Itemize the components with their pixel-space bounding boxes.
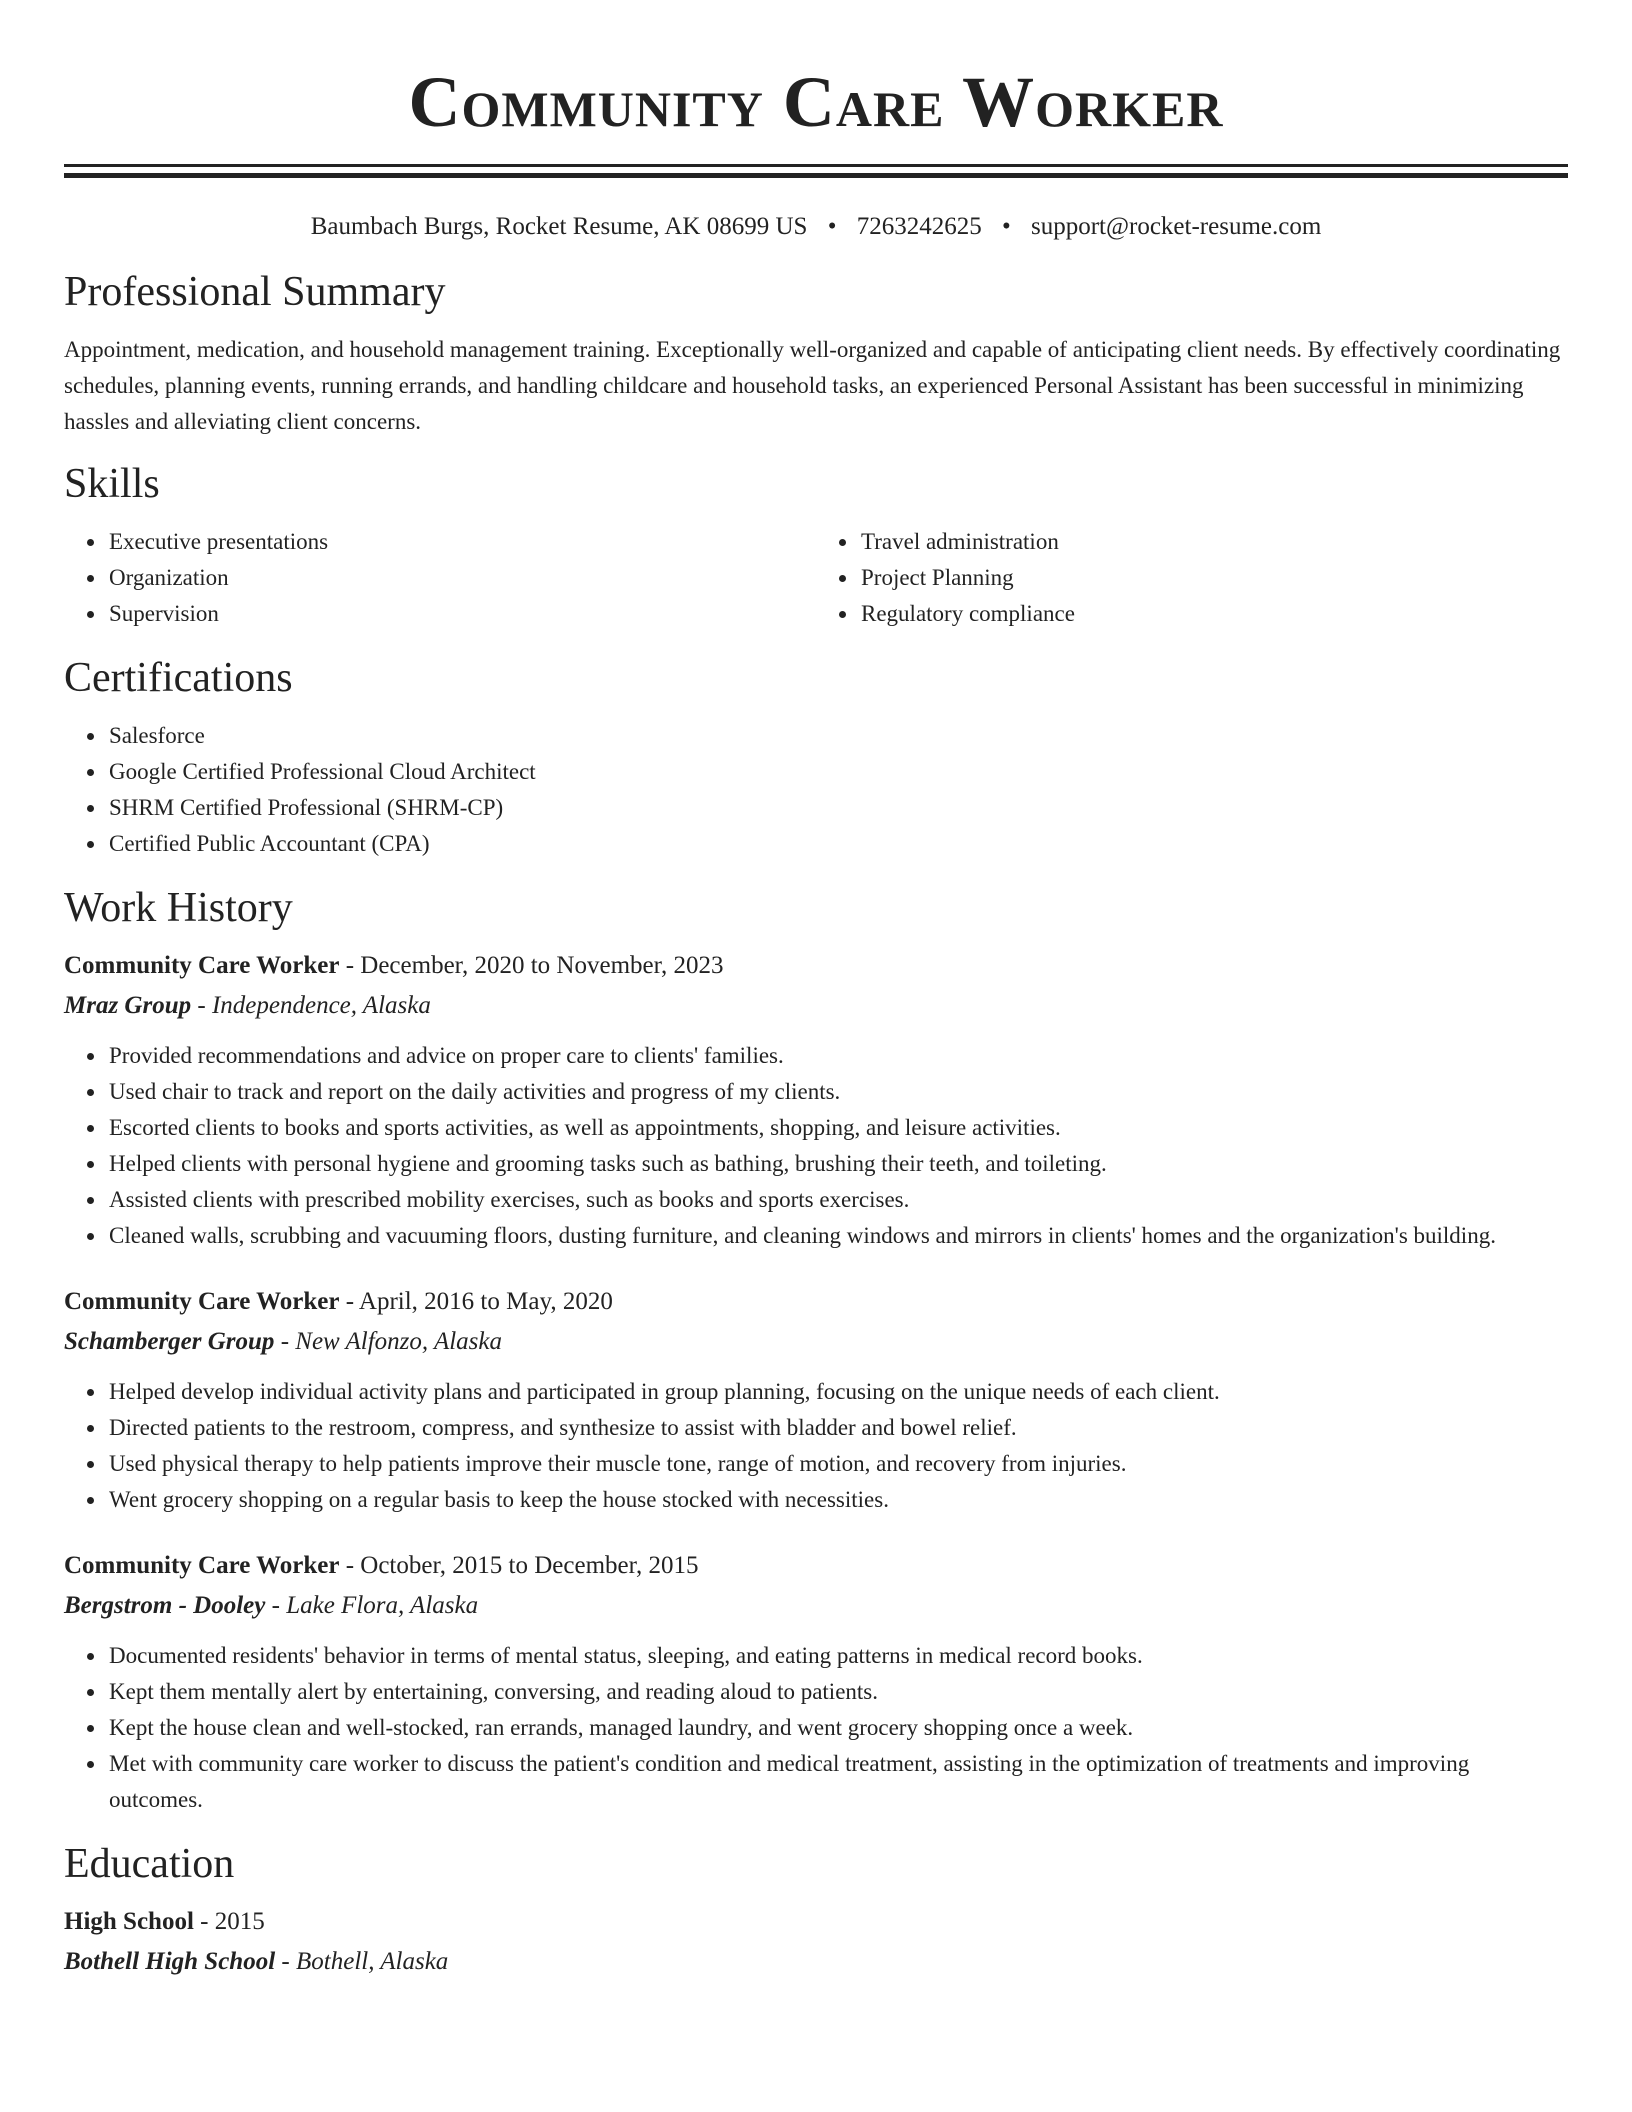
job-dash: - [345,1552,355,1579]
job-title-line [64,1546,1568,1586]
certifications-list [64,718,1568,862]
job-dash: - [197,992,206,1019]
skill-item: • Regulatory compliance [859,596,1568,632]
job-bullet: • Provided recommendations and advice on proper care to clients' families. [107,1038,1568,1074]
job-bullet: • Directed patients to the restroom, compress, and synthesize to assist with bladder and bowel relief. [107,1410,1568,1446]
contact-line [64,210,1568,244]
job-company: Bergstrom - Dooley [64,1592,266,1619]
skills-grid [64,524,1568,632]
job-entry [64,1546,1568,1818]
job-entry [64,946,1568,1254]
job-bullet: • Helped clients with personal hygiene and grooming tasks such as bathing, brushing their teeth, and toileting. [107,1146,1568,1182]
job-title-line [64,1282,1568,1322]
education-dash: - [200,1908,209,1935]
job-dash: - [280,1328,290,1355]
job-company-line [64,1586,1568,1626]
job-bullet-list [64,1374,1568,1518]
job-dates: December, 2020 to November, 2023 [360,952,724,979]
summary-text: Appointment, medication, and household management training. Exceptionally well-organized and capable of anticipating client needs. By effectively coordinating schedules, planning events, running errands, and handling childcare and household tasks, an experienced Personal Assistant has been successful in minimizing hassles and alleviating client concerns. [64,337,1561,434]
certification-item: • Google Certified Professional Cloud Architect [107,754,1568,790]
job-location: Independence, Alaska [211,992,431,1019]
job-bullet: • Used physical therapy to help patients improve their muscle tone, range of motion, and recovery from injuries. [107,1446,1568,1482]
skill-item: • Project Planning [859,560,1568,596]
job-bullet: • Kept them mentally alert by entertaining, conversing, and reading aloud to patients. [107,1674,1568,1710]
job-bullet-list [64,1038,1568,1254]
title-divider-thin [64,164,1568,167]
job-dash: - [345,1288,355,1315]
education-school-line [64,1942,1568,1982]
education-school: Bothell High School [64,1948,276,1975]
job-dash: - [271,1592,280,1619]
job-title: Community Care Worker [64,1552,340,1579]
certification-item: • Salesforce [107,718,1568,754]
skills-right-list [816,524,1568,632]
job-dates: April, 2016 to May, 2020 [358,1288,613,1315]
job-dates: October, 2015 to December, 2015 [360,1552,699,1579]
job-location: Lake Flora, Alaska [286,1592,479,1619]
education-title-line [64,1902,1568,1942]
skill-item: • Travel administration [859,524,1568,560]
education-entry [64,1902,1568,1982]
education-location: Bothell, Alaska [296,1948,449,1975]
job-location: New Alfonzo, Alaska [295,1328,502,1355]
education-dash: - [281,1948,290,1975]
job-bullet: • Went grocery shopping on a regular basis to keep the house stocked with necessities. [107,1482,1568,1518]
job-bullet: • Documented residents' behavior in terms of mental status, sleeping, and eating patterns in medical record books. [107,1638,1568,1674]
job-title-line [64,946,1568,986]
job-dash: - [345,952,355,979]
job-bullet: • Used chair to track and report on the daily activities and progress of my clients. [107,1074,1568,1110]
work-history-heading: Work History [64,885,293,931]
contact-separator: • [827,213,837,240]
job-company-line [64,1322,1568,1362]
job-bullet: • Escorted clients to books and sports activities, as well as appointments, shopping, and leisure activities. [107,1110,1568,1146]
contact-phone: 7263242625 [856,213,982,240]
job-company: Mraz Group [64,992,192,1019]
job-company-line [64,986,1568,1026]
contact-email: support@rocket-resume.com [1030,213,1322,240]
certification-item: • SHRM Certified Professional (SHRM-CP) [107,790,1568,826]
title-divider-thick [64,173,1568,178]
skill-item: • Supervision [107,596,816,632]
job-bullet-list [64,1638,1568,1818]
education-year: 2015 [214,1908,265,1935]
skills-heading: Skills [64,461,160,507]
job-company: Schamberger Group [64,1328,275,1355]
education-degree: High School [64,1908,194,1935]
skill-item: • Executive presentations [107,524,816,560]
certifications-heading: Certifications [64,655,293,701]
job-title: Community Care Worker [64,1288,340,1315]
job-bullet: • Assisted clients with prescribed mobility exercises, such as books and sports exercises. [107,1182,1568,1218]
certification-item: • Certified Public Accountant (CPA) [107,826,1568,862]
job-title: Community Care Worker [64,952,340,979]
contact-separator: • [1001,213,1011,240]
job-bullet: • Met with community care worker to discuss the patient's condition and medical treatment, assisting in the optimization of treatments and improving outcomes. [107,1746,1568,1818]
contact-address: Baumbach Burgs, Rocket Resume, AK 08699 US [310,213,808,240]
summary-heading: Professional Summary [64,269,446,315]
education-heading: Education [64,1841,235,1887]
resume-title: Community Care Worker [408,62,1224,142]
skills-left-list [64,524,816,632]
job-entry [64,1282,1568,1518]
job-bullet: • Cleaned walls, scrubbing and vacuuming floors, dusting furniture, and cleaning windows and mirrors in clients' homes and the organization's building. [107,1218,1568,1254]
skill-item: • Organization [107,560,816,596]
job-bullet: • Kept the house clean and well-stocked, ran errands, managed laundry, and went grocery shopping once a week. [107,1710,1568,1746]
job-bullet: • Helped develop individual activity plans and participated in group planning, focusing on the unique needs of each client. [107,1374,1568,1410]
